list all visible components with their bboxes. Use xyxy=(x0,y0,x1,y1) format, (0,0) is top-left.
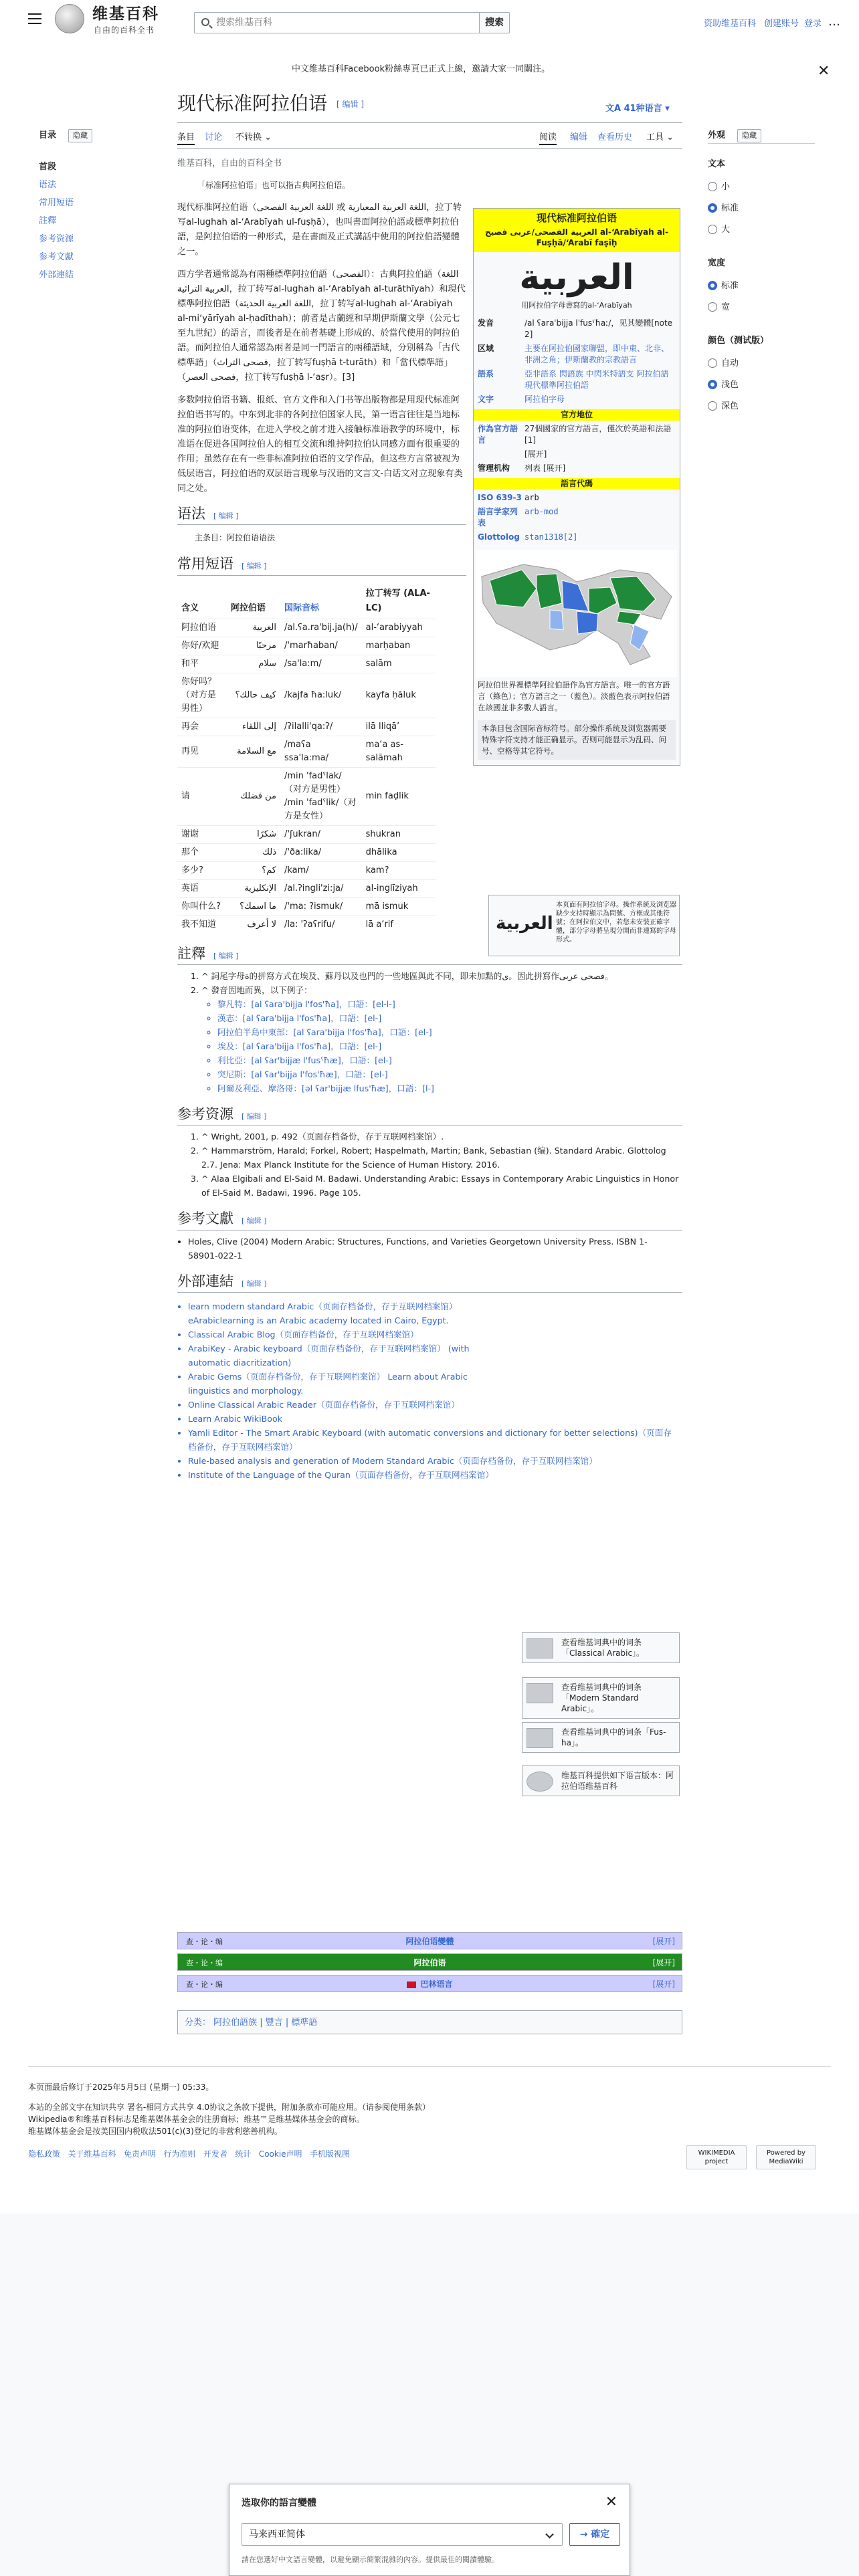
infobox-caption: 用阿拉伯字母書寫的al-ʻArabīyah xyxy=(521,301,632,310)
table-row xyxy=(177,673,436,718)
reference-item: 3. ^ Alaa Elgibali and El-Said M. Badawi. Understanding Arabic: Essays in Contemporary Arabic Linguistics in Honor of El-Said M. Badawi, 1996. Page 105. xyxy=(201,1172,682,1200)
table-cell: shukran xyxy=(362,825,436,843)
toc-item[interactable]: 语法 xyxy=(39,180,57,190)
note-subitem[interactable]: ◦ 漢志：[al ʕara'bijja l'fos'ħa]，口語：[el-] xyxy=(217,1011,682,1025)
note-subitem[interactable]: ◦ 埃及：[al ʕara'bijja l'fos'ħa]，口語：[el-] xyxy=(217,1039,682,1053)
section-edit-link[interactable]: [ 编辑 ] xyxy=(242,1279,267,1288)
page-title: 现代标准阿拉伯语 [ 编辑 ] xyxy=(177,92,365,114)
text-size-heading: 文本 xyxy=(708,159,726,169)
table-cell: 再见 xyxy=(177,736,227,767)
external-link[interactable]: • Yamli Editor - The Smart Arabic Keyboard (with automatic conversions and dictionary for better selections)（页面存档备份，存于互联网档案馆） xyxy=(188,1426,672,1454)
title-edit-link[interactable]: [ 编辑 ] xyxy=(337,100,365,110)
footer-link[interactable]: 手机版视图 xyxy=(310,2149,351,2159)
menu-icon[interactable] xyxy=(28,13,41,24)
column-header[interactable]: 国际音标 xyxy=(284,603,320,613)
table-cell: /al.ʕa.ra'bij.ja(h)/ xyxy=(280,619,362,637)
lead-paragraph: 多数阿拉伯语书籍、报纸、官方文件和入门书等出版物都是用现代标准阿拉伯语书写的。中东到北非的各阿拉伯国家人民，第一语言往往是当地标准的阿拉伯语变体，在进入学校之前才进入接触标准语教学的环境中，标准语在促进各国阿拉伯人的相互交流和维持阿拉伯认同感方面有很重要的作用；虽然存在有一些非标准阿拉伯语的文学作品，但这些方言常被视为低层语言，阿拉伯语的双层语言现象与汉语的文言文-白话文对立现象有类同之处。 xyxy=(177,395,463,494)
table-row xyxy=(177,861,436,879)
width-standard-radio[interactable]: 标准 xyxy=(708,280,739,293)
note-sublist xyxy=(201,997,682,1095)
table-cell: كم؟ xyxy=(227,861,280,879)
map-caption: 阿拉伯世界裡標準阿拉伯語作為官方語言。唯一的官方語言（綠色）；官方語言之一（藍色）。淡藍色表示阿拉伯語在該國並非多數人語言。 xyxy=(478,680,670,713)
wiktionary-icon xyxy=(527,1728,553,1748)
table-cell: /kajfa ħa:luk/ xyxy=(280,673,362,718)
section-edit-link[interactable]: [ 编辑 ] xyxy=(242,562,267,571)
table-cell: /maʕa ssa'la:ma/ xyxy=(280,736,362,767)
table-row xyxy=(177,767,436,825)
section-edit-link[interactable]: [ 编辑 ] xyxy=(242,1112,267,1121)
reference-item: 2. ^ Hammarström, Harald; Forkel, Robert; Haspelmath, Martin; Bank, Sebastian (编). Standard Arabic. Glottolog 2.7. Jena: Max Planck Institute for the Science of Human History. 2016. xyxy=(201,1144,682,1172)
table-cell: شكرًا xyxy=(227,825,280,843)
tab-talk[interactable]: 讨论 xyxy=(205,132,223,142)
column-header: 阿拉伯语 xyxy=(231,603,266,613)
external-link[interactable]: • Rule-based analysis and generation of Modern Standard Arabic（页面存档备份，存于互联网档案馆） xyxy=(188,1454,672,1468)
table-cell: /al.ʔingli'zi:ja/ xyxy=(280,879,362,897)
appearance-heading: 外观 xyxy=(708,130,726,140)
trademark-text: Wikipedia®和维基百科标志是维基媒体基金会的注册商标；维基™是维基媒体基金会的商标。 xyxy=(28,2115,365,2124)
table-cell: marḥaban xyxy=(362,637,436,655)
text-standard-radio[interactable]: 标准 xyxy=(708,202,739,215)
note-subitem[interactable]: ◦ 阿爾及利亞、摩洛哥：[əl ʕar'bijjæ lfus'ħæ]，口語：[l-] xyxy=(217,1081,682,1095)
width-wide-radio[interactable]: 宽 xyxy=(708,301,730,314)
table-cell: /sa'la:m/ xyxy=(280,655,362,673)
site-notice: 中文维基百科Facebook粉絲專頁已正式上線，邀請大家一同關注。 xyxy=(292,64,551,74)
toc-hide-button[interactable]: 隐藏 xyxy=(68,129,92,142)
arabic-script-notice xyxy=(488,895,680,956)
lead-paragraph: 现代标准阿拉伯语（اللغة العربية الفصحى 或 اللغة العربية المعيارية，拉丁转写al-lughah al-ʻArabīyah ul-fuṣḥā），也叫書面阿拉伯語或標準阿拉伯語，是阿拉伯语的一种形式，是在書面及正式講話中使用的阿拉伯語變體之一。 xyxy=(177,203,462,257)
wikipedia-language-box[interactable]: 维基百科提供如下语言版本：阿拉伯语维基百科 xyxy=(522,1765,680,1796)
table-row xyxy=(177,825,436,843)
footer-link[interactable]: 关于维基百科 xyxy=(68,2149,116,2159)
table-cell: al-‘arabiyyah xyxy=(362,619,436,637)
table-cell: /min 'fadˤlak/（对方是男性） /min 'fadˤlik/（对方是女性） xyxy=(280,767,362,825)
infobox-row: 語言学家列表 arb-mod xyxy=(478,507,559,528)
table-cell: سلام xyxy=(227,655,280,673)
toc-item[interactable]: 註釋 xyxy=(39,216,57,226)
external-link[interactable]: • Institute of the Language of the Quran（页面存档备份，存于互联网档案馆） xyxy=(188,1468,672,1482)
lead-section xyxy=(177,201,466,496)
table-cell: مرحبًا xyxy=(227,637,280,655)
footer-link[interactable]: 开发者 xyxy=(203,2149,227,2159)
arabic-script-sample: العربية xyxy=(496,914,553,934)
language-button[interactable]: 文A 41种语言 ▾ xyxy=(605,104,670,114)
npo-text: 维基媒体基金会是按美国国内税收法501(c)(3)登记的非营利慈善机构。 xyxy=(28,2127,282,2136)
toc-item[interactable]: 常用短语 xyxy=(39,198,74,208)
external-links-list xyxy=(177,1299,512,1426)
footer-link[interactable]: 统计 xyxy=(235,2149,252,2159)
table-row xyxy=(177,897,436,916)
language-infobox xyxy=(473,208,680,766)
search-input[interactable] xyxy=(216,15,470,30)
section-grammar: 语法 [ 编辑 ] xyxy=(177,504,466,525)
table-row xyxy=(177,916,436,934)
title-divider xyxy=(177,122,682,123)
table-cell: ذلك xyxy=(227,843,280,861)
table-row xyxy=(177,843,436,861)
table-cell: إلى اللقاء xyxy=(227,718,280,736)
text-small-radio[interactable]: 小 xyxy=(708,181,730,194)
phrases-table xyxy=(177,584,436,934)
external-link[interactable]: • Arabic Gems（页面存档备份，存于互联网档案馆） Learn about Arabic linguistics and morphology. xyxy=(188,1370,512,1398)
width-heading: 宽度 xyxy=(708,258,726,268)
navbox[interactable]: 查・论・编 阿拉伯语 [展开] xyxy=(177,1953,682,1971)
arab-world-map[interactable] xyxy=(476,550,677,677)
section-bibliography: 参考文獻 [ 编辑 ] xyxy=(177,1209,682,1230)
wiktionary-box[interactable]: 查看维基词典中的词条「Modern Standard Arabic」。 xyxy=(522,1677,680,1719)
footer-link[interactable]: 隐私政策 xyxy=(28,2149,61,2159)
table-cell: 我不知道 xyxy=(177,916,227,934)
table-of-contents xyxy=(39,158,74,284)
table-cell: /kam/ xyxy=(280,861,362,879)
table-row xyxy=(177,637,436,655)
table-cell: ilā lliqā’ xyxy=(362,718,436,736)
note-item: 2. ^ 發音因地而異，以下例子： ◦ 黎凡特：[al ʕara'bijja l'fos'ħa]，口語：[el-l-] ◦ 漢志：[al ʕara'bijja l'fos'ħa]，口語：[el-] ◦ 阿拉伯半島中東部：[al ʕara'bijja l'fos'ħa]，口語：[el-] ◦ 埃及：[al ʕara'bijja l'fos'ħa]，口語：[el-] ◦ 利比亞：[al ʕar'bijjæ l'fusˤħæ]，口語：[el-] ◦ 突尼斯：[al ʕar'bijja l'fos'ħæ]，口語：[el-] ◦ 阿爾及利亞、摩洛哥：[əl ʕar'bijjæ lfus'ħæ]，口語：[l-] xyxy=(201,983,682,1095)
translate-icon: 文A xyxy=(605,104,624,114)
table-cell: العربية xyxy=(227,619,280,637)
toc-item[interactable]: 参考文獻 xyxy=(39,252,74,262)
tab-article[interactable]: 条目 xyxy=(177,131,195,144)
infobox-row: 語系 亞非語系 閃語族 中閃米特語支 阿拉伯語 現代標準阿拉伯語 xyxy=(478,369,669,391)
toc-item[interactable]: 首段 xyxy=(39,162,57,172)
table-cell: الإنكليزية xyxy=(227,879,280,897)
search-button[interactable]: 搜索 xyxy=(479,12,510,33)
table-cell: 请 xyxy=(177,767,227,825)
table-cell: salām xyxy=(362,655,436,673)
footer-link[interactable]: 免责声明 xyxy=(123,2149,156,2159)
navbox[interactable]: 查・论・编 巴林语言 [展开] xyxy=(177,1975,682,1992)
table-cell: /'ma: ?ismuk/ xyxy=(280,897,362,916)
from-wikipedia: 维基百科，自由的百科全书 xyxy=(177,158,282,169)
color-dark-radio[interactable]: 深色 xyxy=(708,400,739,413)
tab-divider xyxy=(177,148,682,149)
login-link[interactable]: 登录 xyxy=(804,19,822,29)
navbox-group xyxy=(177,1932,682,1989)
external-link[interactable]: • Classical Arabic Blog（页面存档备份，存于互联网档案馆） xyxy=(188,1327,512,1341)
dialog-note: 請在您選好中文語言變體，以避免顯示簡繁混雜的內容。提供最佳的閱讀體驗。 xyxy=(242,2555,499,2564)
confirm-button[interactable]: → 確定 xyxy=(569,2523,620,2546)
create-account-link[interactable]: 创建账号 xyxy=(764,19,799,29)
infobox-title: 现代标准阿拉伯语 xyxy=(474,209,680,227)
table-cell: /ʔilalli'qa:ʔ/ xyxy=(280,718,362,736)
table-row xyxy=(177,655,436,673)
site-header xyxy=(0,0,859,43)
navbox[interactable]: 查・论・编 阿拉伯语變體 [展开] xyxy=(177,1932,682,1949)
table-cell: من فضلك xyxy=(227,767,280,825)
wikimedia-badge[interactable]: WIKIMEDIA project xyxy=(686,2145,747,2169)
table-cell: min faḍlik xyxy=(362,767,436,825)
tab-history[interactable]: 查看历史 xyxy=(597,132,633,142)
column-header: 拉丁转写 (ALA-LC) xyxy=(365,588,430,613)
external-link[interactable]: • Online Classical Arabic Reader（页面存档备份，存于互联网档案馆） xyxy=(188,1398,512,1412)
infobox-row: 作為官方語言 27個國家的官方語言，僅次於英語和法語[1] xyxy=(478,424,672,445)
table-row xyxy=(177,619,436,637)
table-cell: mā ismuk xyxy=(362,897,436,916)
hatnote: 「标准阿拉伯语」也可以指古典阿拉伯语。 xyxy=(197,181,351,190)
wikipedia-globe-icon xyxy=(527,1772,553,1792)
note-subitem[interactable]: ◦ 突尼斯：[al ʕar'bijja l'fos'ħæ]，口語：[el-] xyxy=(217,1067,682,1081)
footer-link[interactable]: Cookie声明 xyxy=(258,2149,302,2159)
table-row xyxy=(177,736,436,767)
wiktionary-icon xyxy=(527,1683,553,1703)
table-cell: /'ða:lika/ xyxy=(280,843,362,861)
close-icon[interactable]: ✕ xyxy=(605,2494,617,2510)
more-icon[interactable]: … xyxy=(828,15,840,29)
table-cell: ma‘a as-salāmah xyxy=(362,736,436,767)
column-header: 含义 xyxy=(181,603,199,613)
table-cell: 多少? xyxy=(177,861,227,879)
table-cell: مع السلامة xyxy=(227,736,280,767)
table-cell: لا أعرف xyxy=(227,916,280,934)
categories-bar[interactable]: 分类： 阿拉伯語族 | 豐言 | 標準語 xyxy=(177,2010,682,2034)
external-links-list-cont xyxy=(177,1426,672,1482)
infobox-script-image: العربية xyxy=(519,257,634,298)
infobox-row: ISO 639-3 arb xyxy=(478,493,539,503)
external-link[interactable]: • Learn Arabic WikiBook xyxy=(188,1412,512,1426)
main-article-note: 主条目：阿拉伯语语法 xyxy=(195,533,276,543)
table-row xyxy=(177,879,436,897)
section-references: 参考资源 [ 编辑 ] xyxy=(177,1105,682,1125)
note-subitem[interactable]: ◦ 利比亞：[al ʕar'bijjæ l'fusˤħæ]，口語：[el-] xyxy=(217,1053,682,1067)
table-cell: 你叫什么? xyxy=(177,897,227,916)
table-cell: /'ʃukran/ xyxy=(280,825,362,843)
variant-select[interactable]: 马来西亚简体 xyxy=(242,2523,563,2546)
table-cell: 阿拉伯语 xyxy=(177,619,227,637)
note-item: 1. ^ 詞尾字母ة的拼寫方式在埃及、蘇丹以及也門的一些地區與此不同，即未加點的ى。因此拼寫作فصحى عربى。 xyxy=(201,969,682,983)
tools-dropdown[interactable]: 工具 ⌄ xyxy=(646,132,674,142)
last-edited: 本页面最后修订于2025年5月5日 (星期一) 05:33。 xyxy=(28,2082,214,2092)
table-cell: ما اسمك؟ xyxy=(227,897,280,916)
section-phrases: 常用短语 [ 编辑 ] xyxy=(177,554,466,575)
toc-item[interactable]: 参考资源 xyxy=(39,234,74,244)
table-cell: كيف حالك؟ xyxy=(227,673,280,718)
section-edit-link[interactable]: [ 编辑 ] xyxy=(213,512,239,520)
section-edit-link[interactable]: [ 编辑 ] xyxy=(213,951,239,960)
table-cell: 那个 xyxy=(177,843,227,861)
color-heading: 颜色（测试版） xyxy=(708,336,769,346)
wiktionary-box[interactable]: 查看维基词典中的词条「Classical Arabic」。 xyxy=(522,1632,680,1663)
table-cell: 你好/欢迎 xyxy=(177,637,227,655)
section-external-links: 外部連結 [ 编辑 ] xyxy=(177,1272,682,1293)
variant-dropdown[interactable]: 不转换 ⌄ xyxy=(235,132,272,142)
infobox-row: 区域 主要在阿拉伯國家聯盟，即中東、北非、非洲之角；伊斯蘭教的宗教語言 xyxy=(478,344,670,365)
table-cell: al-inglīziyah xyxy=(362,879,436,897)
table-cell: 谢谢 xyxy=(177,825,227,843)
arabic-script-text: 本页面有阿拉伯字母。操作系統及浏览器缺少支持時顯示為問號、方框或其他符號；在阿拉伯文中，若您未安裝正確字體，部分字母將呈現分開而非連寫的字母形式。 xyxy=(556,901,676,944)
search-icon xyxy=(201,18,209,26)
table-cell: lā a‘rif xyxy=(362,916,436,934)
infobox-row: Glottolog stan1318[2] xyxy=(478,532,578,542)
reference-item: 1. ^ Wright, 2001, p. 492（页面存档备份，存于互联网档案馆）. xyxy=(201,1130,682,1144)
tab-edit[interactable]: 编辑 xyxy=(570,132,588,142)
site-name[interactable]: 维基百科 xyxy=(92,5,159,23)
toc-item[interactable]: 外部連結 xyxy=(39,270,74,280)
infobox-band: 官方地位 xyxy=(474,409,680,421)
table-cell: /la: 'ʔaʕrifu/ xyxy=(280,916,362,934)
infobox-row: 文字 阿拉伯字母 xyxy=(478,395,565,405)
bibliography-item: • Holes, Clive (2004) Modern Arabic: Structures, Functions, and Varieties Georgetown University Press. ISBN 1-58901-022-1 xyxy=(188,1235,659,1263)
footer-link[interactable]: 行为准则 xyxy=(163,2149,196,2159)
section-edit-link[interactable]: [ 编辑 ] xyxy=(242,1216,267,1226)
table-cell: 你好吗？（对方是男性） xyxy=(177,673,227,718)
footer-links xyxy=(28,2148,350,2160)
infobox-row: 管理机构 列表 [展开] xyxy=(478,463,566,473)
toc-heading: 目录 xyxy=(39,130,57,140)
color-light-radio[interactable]: 浅色 xyxy=(708,379,739,392)
table-cell: 英语 xyxy=(177,879,227,897)
table-cell: kayfa ḥāluk xyxy=(362,673,436,718)
infobox-band: 語言代碼 xyxy=(474,478,680,490)
color-auto-radio[interactable]: 自动 xyxy=(708,357,739,370)
text-large-radio[interactable]: 大 xyxy=(708,223,730,237)
appearance-divider xyxy=(708,143,815,144)
table-row xyxy=(177,718,436,736)
bibliography-list xyxy=(177,1235,659,1263)
external-link[interactable]: • learn modern standard Arabic（页面存档备份，存于互联网档案馆） eArabiclearning is an Arabic academy located in Cairo, Egypt. xyxy=(188,1299,512,1327)
section-notes: 註釋 [ 编辑 ] xyxy=(177,944,682,965)
notes-list xyxy=(177,969,682,1095)
variant-dialog xyxy=(229,2484,630,2576)
footer-divider xyxy=(28,2066,831,2067)
donate-link[interactable]: 资助维基百科 xyxy=(704,19,757,29)
wiktionary-box[interactable]: 查看维基词典中的词条「Fus-ha」。 xyxy=(522,1722,680,1753)
wiktionary-icon xyxy=(527,1638,553,1658)
appearance-hide-button[interactable]: 隐藏 xyxy=(737,129,761,142)
mediawiki-badge[interactable]: Powered by MediaWiki xyxy=(756,2145,816,2169)
table-cell: 再会 xyxy=(177,718,227,736)
infobox-row: [展开] xyxy=(524,449,547,459)
infobox-native-name: العربية الفصحى/عربى فصيح al-ʻArabīyah al-Fuṣḥā/ʻArabī faṣīḥ xyxy=(474,227,680,252)
site-tagline: 自由的百科全书 xyxy=(94,25,155,35)
ipa-notice: 本条目包含国际音标符号。部分操作系统及浏览器需要特殊字符支持才能正确显示。否则可能显示为乱码、问号、空格等其它符号。 xyxy=(478,720,676,760)
lead-paragraph: 西方学者通常認為有兩種標準阿拉伯語（الفصحى）：古典阿拉伯語（اللغة العربية التراثية，拉丁转写al-lughah al-ʻArabīyah al-turāthīyah）和現代標準阿拉伯語（اللغة العربية الحديثة，拉丁转写al-lughah al-ʻArabīyah al-miʻyārīyah al-ḥadīthah）；前者是古蘭經和早期伊斯蘭文學（公元七至九世紀）的語言，而後者是在前者基礎上形成的、於當代使用的阿拉伯語。而阿拉伯人通常認為兩者是同一門語言的兩種語域，分別稱為「古代標準語」（فصحى التراث，拉丁转写fuṣḥā t-turāth）和「當代標準語」（فصحى العصر，拉丁转写fuṣḥā l-ʻaṣr）。[3] xyxy=(177,270,466,383)
dialog-title: 选取你的語言變體 xyxy=(242,2498,316,2508)
external-link[interactable]: • ArabiKey - Arabic keyboard（页面存档备份，存于互联网档案馆） (with automatic diacritization) xyxy=(188,1341,512,1370)
license-text: 本站的全部文字在知识共享 署名-相同方式共享 4.0协议之条款下提供，附加条款亦可能应用。（请参阅使用条款） xyxy=(28,2103,431,2112)
infobox-row: 发音 /al ʕaraˈbijja lˈfusˤħaː/，见其變體[note 2] xyxy=(478,318,673,340)
note-subitem[interactable]: ◦ 黎凡特：[al ʕara'bijja l'fos'ħa]，口語：[el-l-] xyxy=(217,997,682,1011)
table-cell: kam? xyxy=(362,861,436,879)
references-list xyxy=(177,1130,682,1200)
table-cell: /'marħaban/ xyxy=(280,637,362,655)
table-cell: 和平 xyxy=(177,655,227,673)
table-cell: dhālika xyxy=(362,843,436,861)
tab-read[interactable]: 阅读 xyxy=(539,131,557,144)
bahrain-flag-icon xyxy=(407,1981,416,1988)
close-icon[interactable]: ✕ xyxy=(818,63,830,80)
search-box[interactable] xyxy=(194,12,480,33)
wikipedia-logo[interactable] xyxy=(55,4,84,33)
note-subitem[interactable]: ◦ 阿拉伯半島中東部：[al ʕara'bijja l'fos'ħa]，口語：[el-] xyxy=(217,1025,682,1039)
